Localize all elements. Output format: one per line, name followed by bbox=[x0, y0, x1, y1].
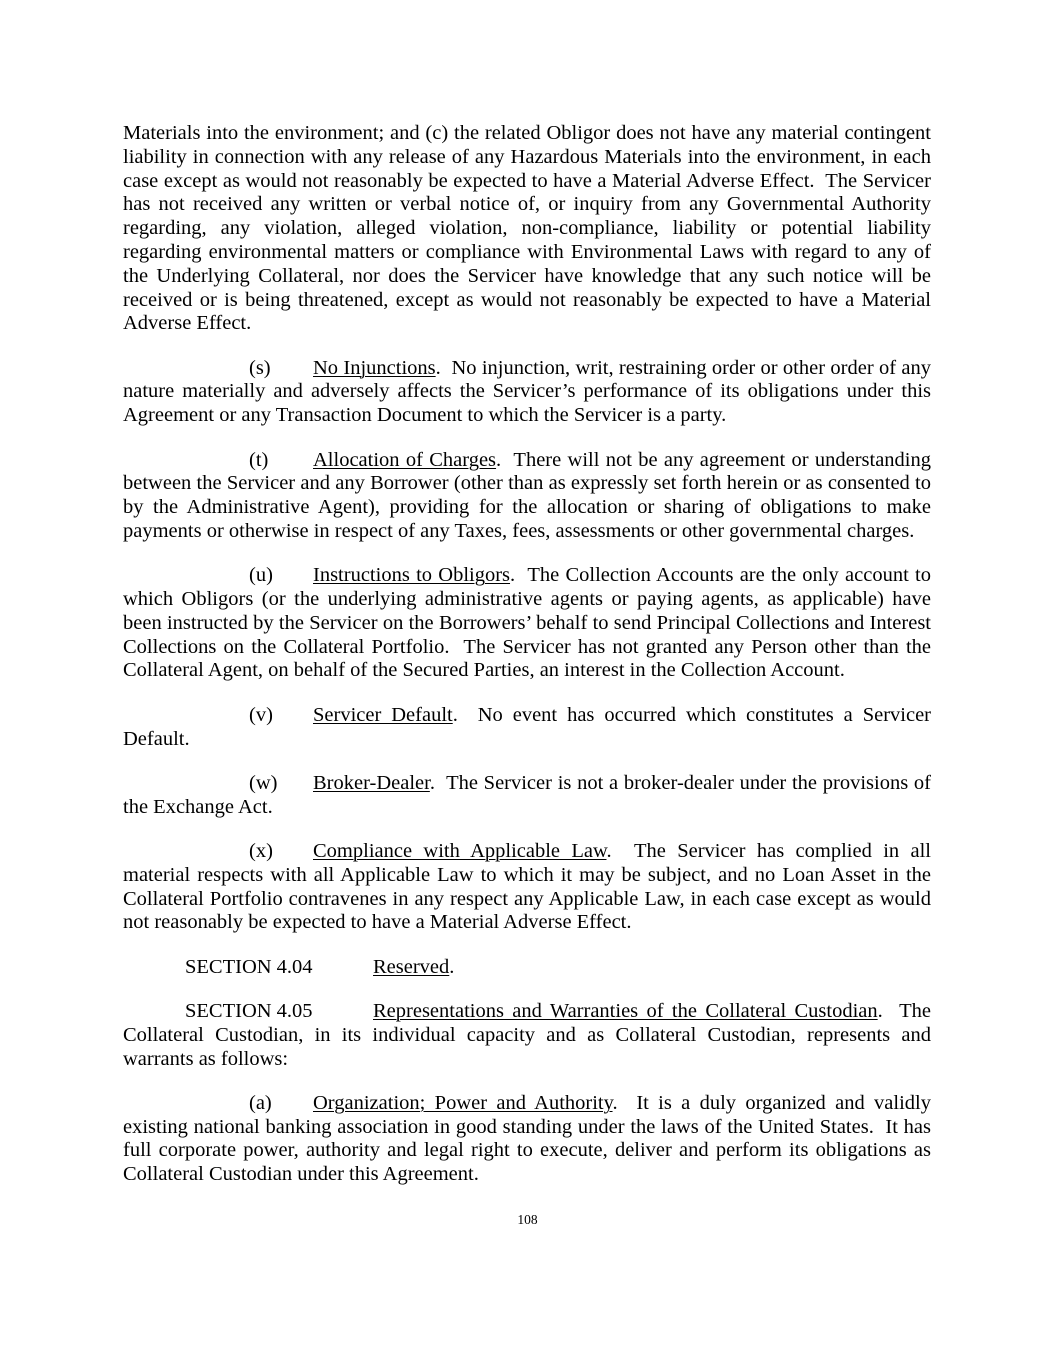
paragraph: SECTION 4.05 Representations and Warranties of the Collateral Custodian. The Collateral Custodian, in its individual capacity and as Collateral Custodian, represents and warrants as follows: bbox=[123, 999, 931, 1070]
page-number: 108 bbox=[517, 1212, 538, 1227]
paragraph: (w) Broker-Dealer. The Servicer is not a broker-dealer under the provisions of the Exchange Act. bbox=[123, 771, 931, 818]
paragraph-heading: Reserved bbox=[373, 955, 450, 978]
paragraph bbox=[123, 122, 931, 336]
paragraph-text: The Servicer is not a broker-dealer under the provisions of the Exchange Act. bbox=[123, 771, 931, 818]
document-body bbox=[123, 122, 931, 1207]
paragraph-heading: Organization; Power and Authority bbox=[313, 1091, 613, 1114]
paragraph-text: The Collateral Custodian, in its individual capacity and as Collateral Custodian, represents and warrants as follows: bbox=[123, 999, 931, 1070]
paragraph-heading: Servicer Default bbox=[313, 703, 453, 726]
paragraph: SECTION 4.04 Reserved. bbox=[185, 955, 455, 978]
paragraph: (t) Allocation of Charges. There will not be any agreement or understanding between the Servicer and any Borrower (other than as expressly set forth herein or as consented to by the Administrative Agent), providing for the allocation or sharing of obligations to make payments or otherwise in respect of any Taxes, fees, assessments or other governmental charges. bbox=[123, 448, 931, 542]
paragraph-label: (u) bbox=[249, 564, 273, 587]
paragraph-label: (x) bbox=[249, 839, 273, 862]
paragraph: (u) Instructions to Obligors. The Collection Accounts are the only account to which Obligors (or the underlying administrative agents or paying agents, as applicable) have been instructed by the Servicer on the Borrowers’ behalf to send Principal Collections and Interest Collections on the Collateral Portfolio. The Servicer has not granted any Person other than the Collateral Agent, on behalf of the Secured Parties, an interest in the Collection Account. bbox=[123, 564, 931, 682]
paragraph-heading: Compliance with Applicable Law bbox=[313, 839, 607, 862]
paragraph-label: (w) bbox=[249, 771, 278, 794]
paragraph: (x) Compliance with Applicable Law. The Servicer has complied in all material respects with all Applicable Law to which it may be subject, and no Loan Asset in the Collateral Portfolio contravenes in any respect any Applicable Law, in each case except as would not reasonably be expected to have a Material Adverse Effect. bbox=[123, 839, 932, 934]
paragraph-text: No injunction, writ, restraining order or other order of any nature materially and adversely affects the Servicer’s performance of its obligations under this Agreement or any Transaction Document to which the Servicer is a party. bbox=[123, 356, 932, 427]
paragraph-heading: Representations and Warranties of the Collateral Custodian bbox=[373, 999, 878, 1022]
paragraph-label: SECTION 4.05 bbox=[185, 999, 313, 1022]
paragraph-label: (a) bbox=[249, 1091, 272, 1114]
paragraph-text: There will not be any agreement or understanding between the Servicer and any Borrower (other than as expressly set forth herein or as consented to by the Administrative Agent), providing for the allocation or sharing of obligations to make payments or otherwise in respect of any Taxes, fees, assessments or other governmental charges. bbox=[123, 448, 931, 542]
paragraph-text: Materials into the environment; and (c) the related Obligor does not have any material contingent liability in connection with any release of any Hazardous Materials into the environment, in each case except as would not reasonably be expected to have a Material Adverse Effect. The Servicer has not received any written or verbal notice of, or inquiry from any Governmental Authority regarding, any violation, alleged violation, non-compliance, liability or potential liability regarding environmental matters or compliance with Environmental Laws with regard to any of the Underlying Collateral, nor does the Servicer have knowledge that any such notice will be received or is being threatened, except as would not reasonably be expected to have a Material Adverse Effect. bbox=[123, 122, 931, 335]
paragraph: (s) No Injunctions. No injunction, writ, restraining order or other order of any nature materially and adversely affects the Servicer’s performance of its obligations under this Agreement or any Transaction Document to which the Servicer is a party. bbox=[123, 356, 932, 427]
paragraph-label: (s) bbox=[249, 356, 271, 379]
paragraph-label: (v) bbox=[249, 703, 273, 726]
paragraph: (v) Servicer Default. No event has occurred which constitutes a Servicer Default. bbox=[123, 703, 931, 750]
paragraph-text: No event has occurred which constitutes a Servicer Default. bbox=[123, 703, 931, 750]
paragraph-text: It is a duly organized and validly existing national banking association in good standing under the laws of the United States. It has full corporate power, authority and legal right to execute, deliver and perform its obligations as Collateral Custodian under this Agreement. bbox=[123, 1091, 931, 1186]
paragraph-label: SECTION 4.04 bbox=[185, 955, 313, 978]
paragraph-heading: Allocation of Charges bbox=[313, 448, 497, 471]
paragraph-text: The Servicer has complied in all material respects with all Applicable Law to which it may be subject, and no Loan Asset in the Collateral Portfolio contravenes in any respect any Applicable Law, in each case except as would not reasonably be expected to have a Material Adverse Effect. bbox=[123, 839, 932, 934]
paragraph-heading: Instructions to Obligors bbox=[313, 564, 511, 587]
paragraph-heading: No Injunctions bbox=[313, 356, 436, 379]
paragraph-label: (t) bbox=[249, 448, 269, 471]
paragraph: (a) Organization; Power and Authority. It is a duly organized and validly existing national banking association in good standing under the laws of the United States. It has full corporate power, authority and legal right to execute, deliver and perform its obligations as Collateral Custodian under this Agreement. bbox=[123, 1091, 931, 1186]
paragraph-heading: Broker-Dealer bbox=[313, 771, 430, 794]
paragraph-text: The Collection Accounts are the only account to which Obligors (or the underlying administrative agents or paying agents, as applicable) have been instructed by the Servicer on the Borrowers’ behalf to send Principal Collections and Interest Collections on the Collateral Portfolio. The Servicer has not granted any Person other than the Collateral Agent, on behalf of the Secured Parties, an interest in the Collection Account. bbox=[123, 564, 931, 682]
